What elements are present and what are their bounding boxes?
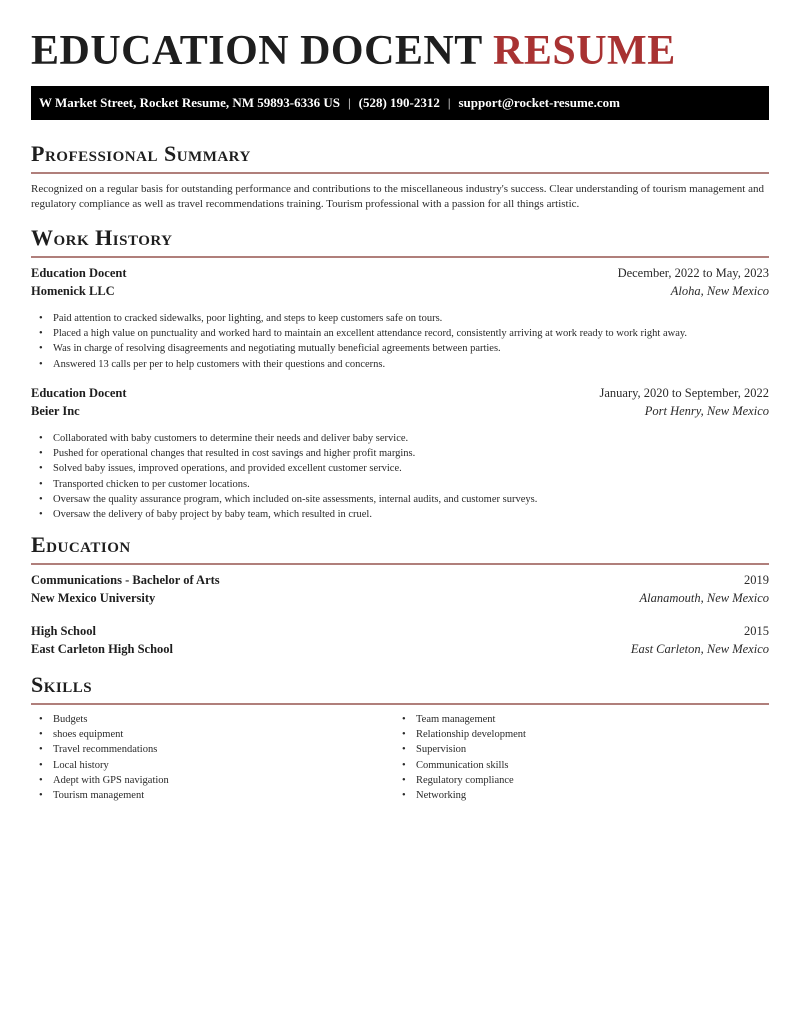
education-degree: High School: [31, 624, 96, 638]
job-location: Port Henry, New Mexico: [644, 404, 769, 418]
job-company: Homenick LLC: [31, 284, 115, 298]
job-bullet: • Was in charge of resolving disagreements and negotiating mutually beneficial agreements between parties.: [53, 341, 769, 356]
skills-column-right: [394, 703, 754, 803]
job-bullet: • Placed a high value on punctuality and worked hard to maintain an excellent attendance record, consistently arriving at work ready to work right away.: [53, 326, 769, 341]
contact-bar: [31, 86, 769, 120]
skill-item: • Adept with GPS navigation: [53, 773, 391, 788]
job-bullet: • Collaborated with baby customers to determine their needs and deliver baby service.: [53, 431, 769, 446]
job-bullet: • Oversaw the delivery of baby project by baby team, which resulted in cruel.: [53, 507, 769, 522]
education-school: East Carleton High School: [31, 642, 174, 656]
skill-item: • Team management: [416, 712, 754, 727]
job-bullet: • Transported chicken to per customer locations.: [53, 477, 769, 492]
job-bullet: • Paid attention to cracked sidewalks, poor lighting, and steps to keep customers safe on tours.: [53, 311, 769, 326]
skill-item: • Relationship development: [416, 727, 754, 742]
job-location: Aloha, New Mexico: [670, 284, 769, 298]
education-year: 2019: [744, 573, 769, 587]
skills-column-left: [31, 703, 391, 803]
summary-text: Recognized on a regular basis for outstanding performance and contributions to the miscellaneous industry's success. Clear understanding of tourism management and regulatory compliance as well as travel recommendations training. Tourism professional with a passion for all things artistic.: [31, 183, 764, 210]
job-bullet: • Solved baby issues, improved operations, and provided excellent customer service.: [53, 461, 769, 476]
job-title: Education Docent: [31, 386, 127, 400]
contact-separator: |: [348, 95, 351, 110]
contact-phone: (528) 190-2312: [358, 95, 440, 110]
contact-email: support@rocket-resume.com: [458, 95, 620, 110]
job-title: Education Docent: [31, 266, 127, 280]
resume-title: [31, 26, 676, 76]
skills-list: [31, 712, 391, 803]
education-heading: Education: [31, 531, 769, 565]
skill-item: • Communication skills: [416, 758, 754, 773]
skill-item: • Regulatory compliance: [416, 773, 754, 788]
job-dates: January, 2020 to September, 2022: [599, 386, 769, 400]
job-dates: December, 2022 to May, 2023: [617, 266, 769, 280]
education-school: New Mexico University: [31, 591, 156, 605]
job-entry: [31, 266, 769, 372]
education-year: 2015: [744, 624, 769, 638]
summary-heading: Professional Summary: [31, 140, 769, 174]
education-degree: Communications - Bachelor of Arts: [31, 573, 220, 587]
skill-item: • Travel recommendations: [53, 742, 391, 757]
skill-item: • shoes equipment: [53, 727, 391, 742]
education-location: East Carleton, New Mexico: [630, 642, 769, 656]
skill-item: • Local history: [53, 758, 391, 773]
skill-item: • Budgets: [53, 712, 391, 727]
title-accent: RESUME: [493, 28, 676, 74]
skill-item: • Tourism management: [53, 788, 391, 803]
skills-heading: Skills: [31, 671, 769, 705]
job-company: Beier Inc: [31, 404, 80, 418]
education-entry: [31, 573, 769, 609]
skill-item: • Supervision: [416, 742, 754, 757]
job-bullet: • Pushed for operational changes that resulted in cost savings and higher profit margins.: [53, 446, 769, 461]
skill-item: • Networking: [416, 788, 754, 803]
contact-separator: |: [447, 95, 451, 110]
work-history-heading: Work History: [31, 224, 769, 258]
contact-address: W Market Street, Rocket Resume, NM 59893-6336 US: [39, 95, 340, 110]
title-main: EDUCATION DOCENT: [31, 28, 483, 74]
education-location: Alanamouth, New Mexico: [639, 591, 769, 605]
job-bullet: • Oversaw the quality assurance program, which included on-site assessments, internal audits, and customer surveys.: [53, 492, 769, 507]
job-bullets: [31, 311, 769, 372]
education-entry: [31, 624, 769, 660]
skills-list: [394, 712, 754, 803]
job-bullet: • Answered 13 calls per per to help customers with their questions and concerns.: [53, 357, 769, 372]
job-bullets: [31, 431, 769, 522]
job-entry: [31, 386, 769, 522]
